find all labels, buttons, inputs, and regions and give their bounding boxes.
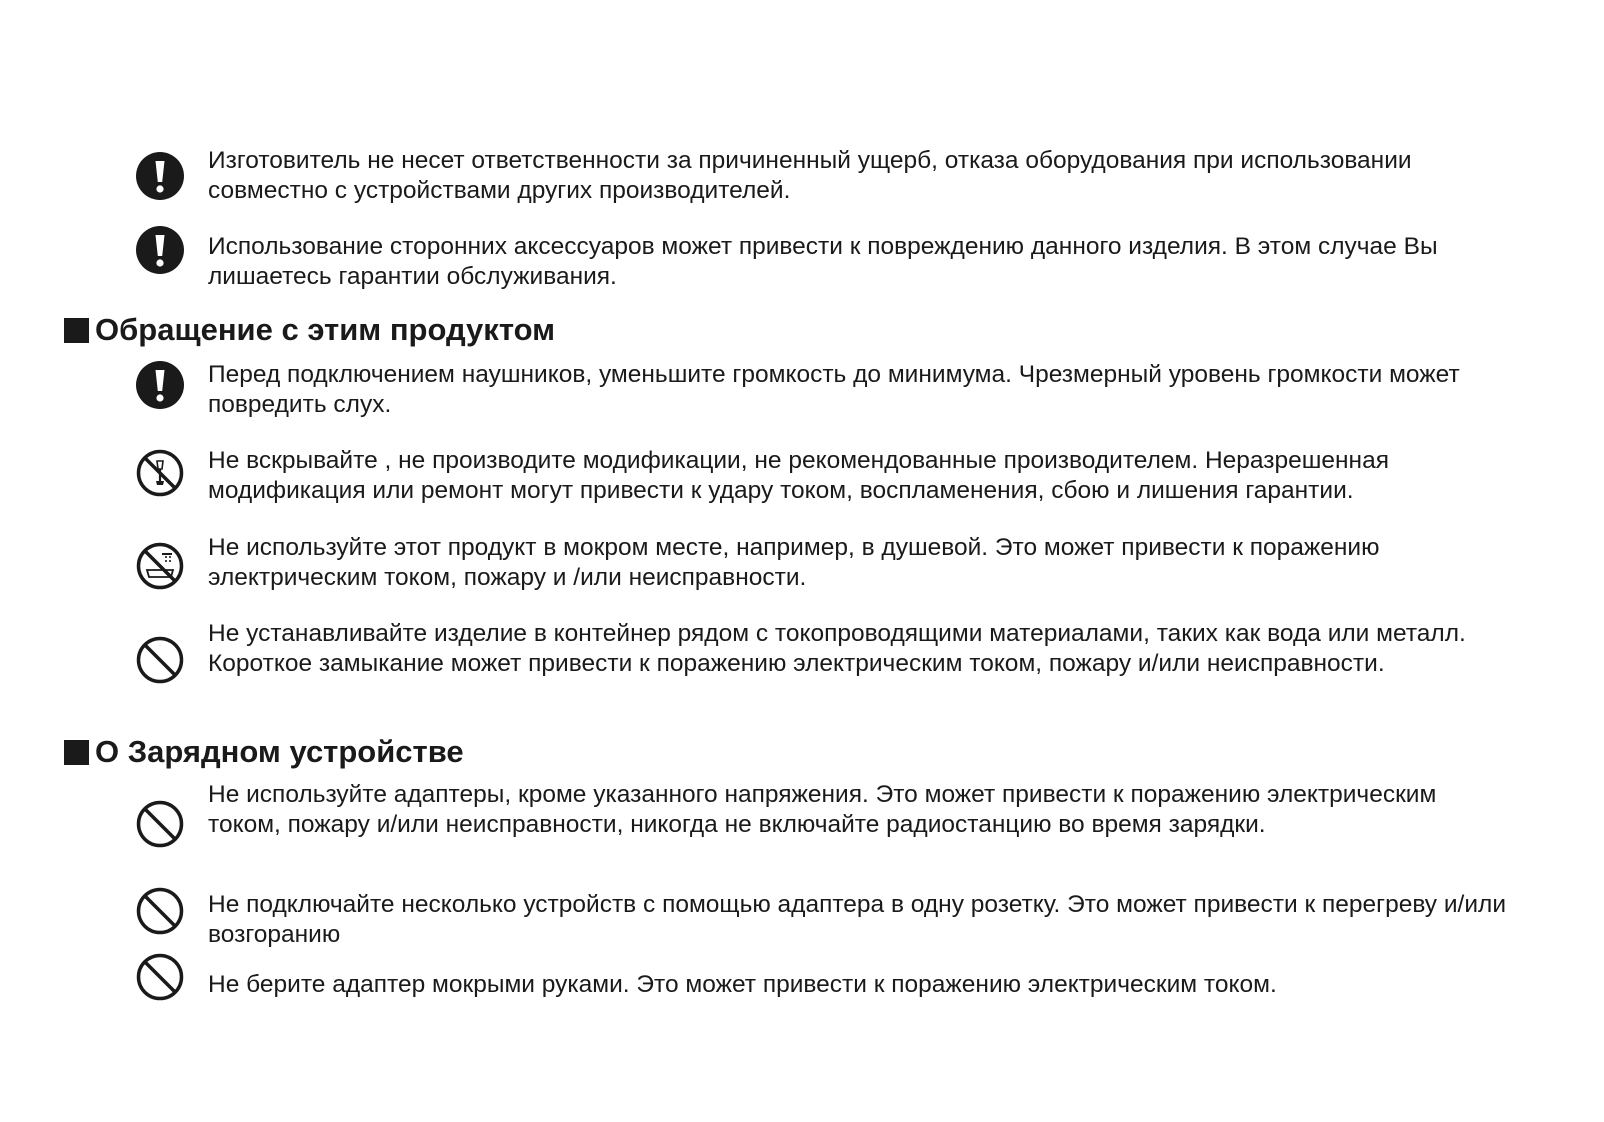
warning-text: Не берите адаптер мокрыми руками. Это может привести к поражению электрическим током. [208,971,1277,998]
warning-text: Не используйте этот продукт в мокром месте, например, в душевой. Это может привести к поражению электрическим током, пожару и /или неисправности. [208,534,1380,591]
no-bath-icon [136,542,184,590]
exclamation-icon [136,361,184,409]
section-heading-handling [64,310,555,350]
warning-text: Изготовитель не несет ответственности за причиненный ущерб, отказа оборудования при использовании совместно с устройствами других производителей. [208,147,1412,204]
warning-text: Не устанавливайте изделие в контейнер рядом с токопроводящими материалами, таких как вода или металл. Короткое замыкание может привести к поражению электрическим током, пожару и/или неисправности. [208,620,1466,677]
prohibited-icon [136,887,184,935]
exclamation-icon [136,152,184,200]
section-marker [64,318,89,343]
section-title: Обращение с этим продуктом [95,312,556,347]
prohibited-icon [136,953,184,1001]
prohibited-icon [136,636,184,684]
exclamation-icon [136,226,184,274]
section-marker [64,740,89,765]
warning-text: Перед подключением наушников, уменьшите громкость до минимума. Чрезмерный уровень громкости может повредить слух. [208,361,1460,418]
no-disassembly-icon [136,449,184,497]
prohibited-icon [136,800,184,848]
warning-text: Не подключайте несколько устройств с помощью адаптера в одну розетку. Это может привести к перегреву и/или возгоранию [208,891,1507,948]
warning-text: Использование сторонних аксессуаров может привести к повреждению данного изделия. В этом случае Вы лишаетесь гарантии обслуживания. [208,233,1438,290]
section-heading-charger [64,732,464,772]
section-title: О Зарядном устройстве [95,734,464,769]
warning-text: Не вскрывайте , не производите модификации, не рекомендованные производителем. Неразрешенная модификация или ремонт могут привести к удару током, воспламенения, сбою и лишения гарантии. [208,447,1389,504]
warning-text: Не используйте адаптеры, кроме указанного напряжения. Это может привести к поражению электрическим током, пожару и/или неисправности, никогда не включайте радиостанцию во время зарядки. [208,781,1437,838]
